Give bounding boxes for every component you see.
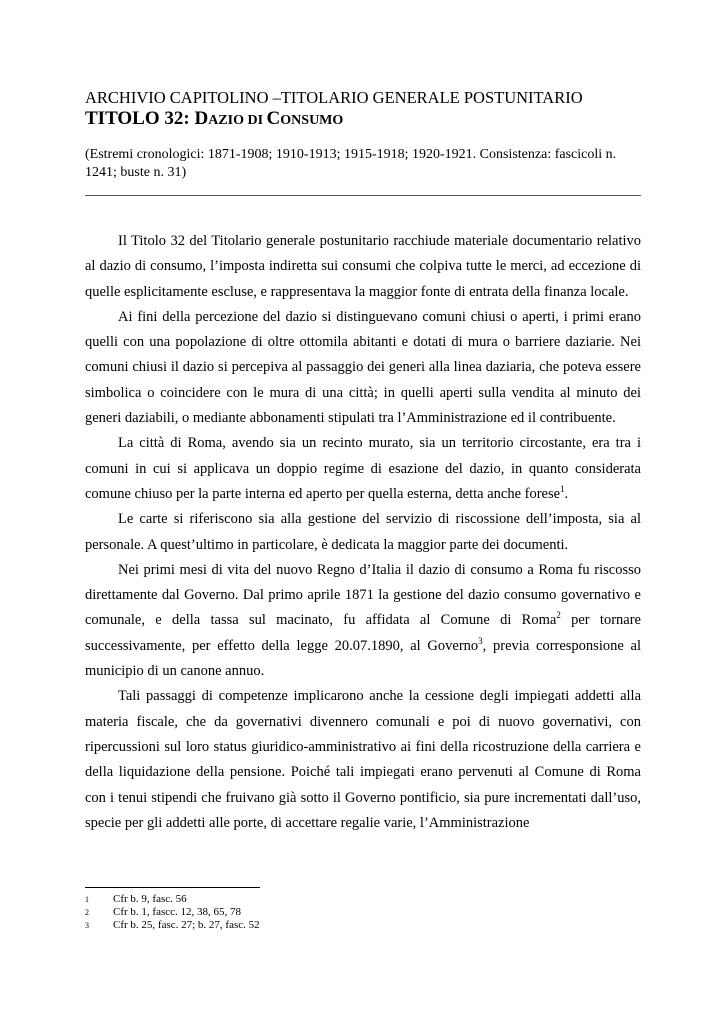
paragraph-3-end: . — [564, 485, 569, 502]
archive-line: ARCHIVIO CAPITOLINO –TITOLARIO GENERALE POSTUNITARIO — [85, 88, 583, 107]
paragraph-6: Tali passaggi di competenze implicarono anche la cessione degli impiegati addetti alla materia fiscale, che da governativi divennero comunali e poi di nuovo governativi, con ripercussioni sul loro status giuridico-amministrativo ai fini della ricostruzione della carriera e della liquidazione della pensione. Poiché tali impiegati erano pervenuti al Comune di Roma con i tenui stipendi che fruivano già sotto il Governo pontificio, sia pure incrementati dall’uso, specie per gli addetti alle porte, di accettare regalie varie, l’Amministrazione — [85, 688, 641, 831]
paragraph-5-text-c: , previa corresponsione al municipio di un canone annuo. — [85, 637, 641, 680]
title-smallcaps-1: AZIO DI — [208, 113, 267, 128]
document-body — [85, 229, 641, 836]
footnote-number: 3 — [85, 921, 89, 930]
document-title — [85, 108, 641, 132]
footnote-ref-1: 1 — [560, 484, 565, 495]
paragraph-3 — [85, 431, 641, 507]
document-header — [85, 88, 641, 182]
footnote-number: 2 — [85, 908, 89, 917]
paragraph-3-text: La città di Roma, avendo sia un recinto murato, sia un territorio circostante, era tra i comuni in cui si applicava un doppio regime di esazione del dazio, in quanto considerata comune chiuso per la parte interna ed aperto per quella esterna, detta anche forese — [85, 435, 641, 502]
footnote-ref-2: 2 — [556, 610, 561, 621]
footnote-3 — [85, 919, 641, 932]
paragraph-2: Ai fini della percezione del dazio si distinguevano comuni chiusi o aperti, i primi erano quelli con una popolazione di oltre ottomila abitanti e dotati di mura o barriere daziarie. Nei comuni chiusi il dazio si percepiva al passaggio dei generi alla linea daziaria, che poteva essere simbolica o coincidere con le mura di una città; in quelli aperti sulla vendita al minuto dei generi daziabili, o mediante abbonamenti stipulati tra l’Amministrazione ed il contribuente. — [85, 308, 641, 427]
footnote-text: Cfr b. 25, fasc. 27; b. 27, fasc. 52 — [113, 919, 260, 931]
paragraph-5-text-b: per tornare successivamente, per effetto della legge 20.07.1890, al Governo — [85, 612, 641, 654]
chronological-extremes: (Estremi cronologici: 1871-1908; 1910-1913; 1915-1918; 1920-1921. Consistenza: fascicoli n. 1241; buste n. 31) — [85, 147, 617, 180]
footnote-text: Cfr b. 1, fascc. 12, 38, 65, 78 — [113, 906, 242, 918]
title-prefix: TITOLO 32: D — [85, 108, 209, 129]
paragraph-1: Il Titolo 32 del Titolario generale postunitario racchiude materiale documentario relativo al dazio di consumo, l’imposta indiretta sui consumi che colpiva tutte le merci, ad eccezione di quelle esplicitamente escluse, e rappresentava la maggior fonte di entrata della finanza locale. — [85, 233, 641, 300]
paragraph-5 — [85, 558, 641, 684]
footnote-divider — [85, 887, 260, 888]
footnote-1 — [85, 893, 641, 906]
header-divider — [85, 195, 641, 196]
title-capital-c: C — [266, 108, 281, 129]
paragraph-4: Le carte si riferiscono sia alla gestione del servizio di riscossione dell’imposta, sia al personale. A quest’ultimo in particolare, è dedicata la maggior parte dei documenti. — [85, 511, 641, 553]
paragraph-5-text-a: Nei primi mesi di vita del nuovo Regno d’Italia il dazio di consumo a Roma fu riscosso direttamente dal Governo. Dal primo aprile 1871 la gestione del dazio consumo governativo e comunale, e della tassa sul macinato, fu affidata al Comune di Roma — [85, 561, 641, 629]
footnote-2 — [85, 906, 641, 919]
footnote-number: 1 — [85, 895, 89, 904]
title-smallcaps-2: ONSUMO — [280, 113, 344, 128]
footnote-text: Cfr b. 9, fasc. 56 — [113, 893, 187, 905]
footnote-ref-3: 3 — [478, 635, 483, 646]
footnotes — [85, 893, 641, 932]
